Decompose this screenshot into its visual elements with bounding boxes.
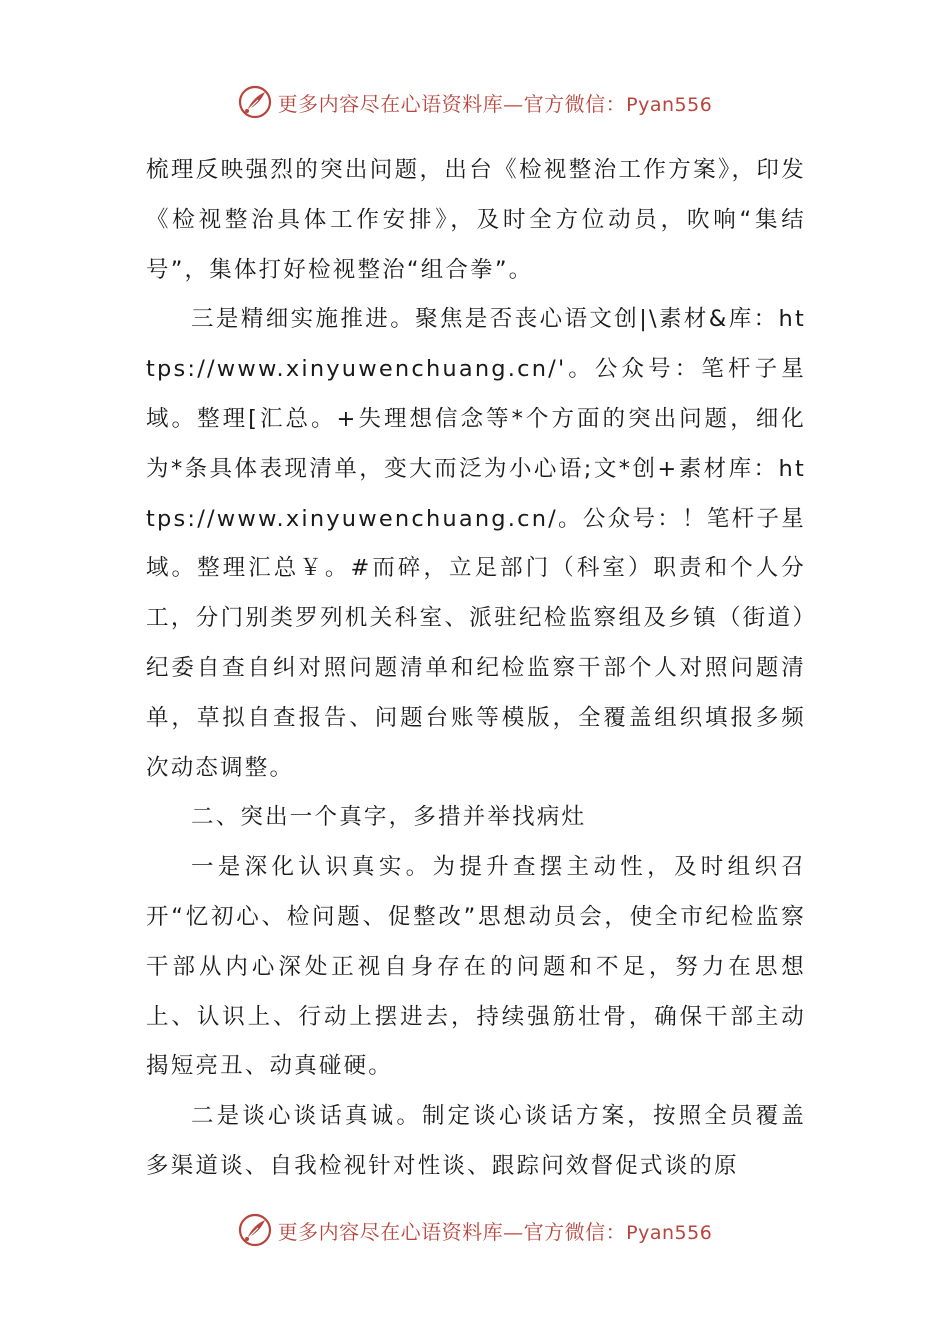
- document-body: [146, 146, 806, 1192]
- paragraph-4: 二是谈心谈话真诚。制定谈心谈话方案，按照全员覆盖多渠道谈、自我检视针对性谈、跟踪问效督促式谈的原: [146, 1103, 806, 1179]
- watermark-text: 更多内容尽在心语资料库—官方微信：Pyan556: [277, 1219, 713, 1244]
- paragraph-1: 梳理反映强烈的突出问题，出台《检视整治工作方案》，印发《检视整治具体工作安排》，及时全方位动员，吹响“集结号”，集体打好检视整治“组合拳”。: [146, 157, 806, 283]
- feather-pen-logo-icon: [238, 85, 272, 119]
- watermark-header: [0, 82, 950, 122]
- watermark-footer: [0, 1210, 950, 1250]
- section-heading-2: 二、突出一个真字，多措并举找病灶: [191, 804, 587, 831]
- watermark-wechat-id: Pyan556: [626, 1221, 713, 1244]
- paragraph-2: 三是精细实施推进。聚焦是否丧心语文创|\素材&库：https://www.xinyuwenchuang.cn/'。公众号：笔杆子星域。整理[汇总。+失理想信念等*个方面的突出问题，细化为*条具体表现清单，变大而泛为小心语;文*创+素材库：https://www.xinyuwenchuang.cn/。公众号：！笔杆子星域。整理汇总￥。#而碎，立足部门（科室）职责和个人分工，分门别类罗列机关科室、派驻纪检监察组及乡镇（街道）纪委自查自纠对照问题清单和纪检监察干部个人对照问题清单，草拟自查报告、问题台账等模版，全覆盖组织填报多频次动态调整。: [146, 306, 806, 781]
- paragraph-3: 一是深化认识真实。为提升查摆主动性，及时组织召开“忆初心、检问题、促整改”思想动员会，使全市纪检监察干部从内心深处正视自身存在的问题和不足，努力在思想上、认识上、行动上摆进去，持续强筋壮骨，确保干部主动揭短亮丑、动真碰硬。: [146, 854, 806, 1080]
- watermark-text: 更多内容尽在心语资料库—官方微信：Pyan556: [277, 91, 713, 116]
- watermark-wechat-id: Pyan556: [626, 93, 713, 116]
- feather-pen-logo-icon: [238, 1213, 272, 1247]
